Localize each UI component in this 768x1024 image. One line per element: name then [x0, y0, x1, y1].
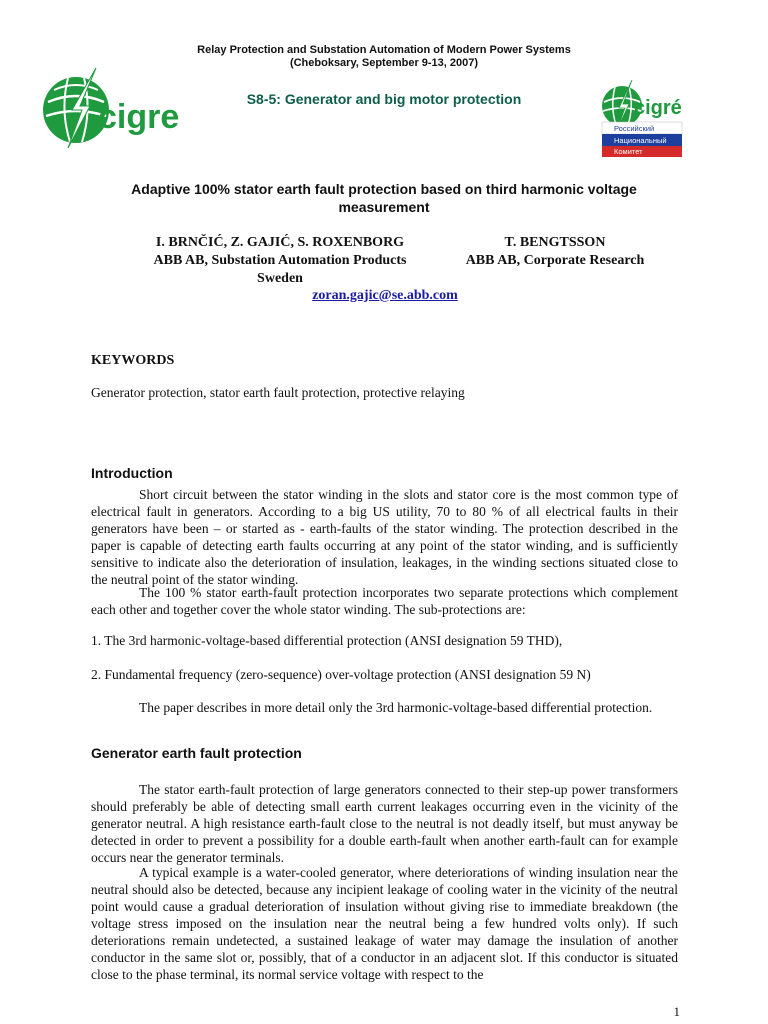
intro-paragraph-2: The 100 % stator earth-fault protection incorporates two separate protections which complement each other and together cover the whole stator winding. The sub-protections are: [91, 585, 678, 617]
page-number: 1 [673, 1004, 680, 1019]
cigre-russia-logo-text: cigré [634, 97, 682, 119]
cigre-logo-left-text: cigre [98, 98, 180, 136]
russian-line-2: Национальный [614, 136, 667, 145]
affiliation-right: ABB AB, Corporate Research [465, 253, 645, 268]
conference-title-line1: Relay Protection and Substation Automation of Modern Power Systems [197, 44, 571, 56]
authors-left-block [130, 234, 430, 288]
affiliation-left: ABB AB, Substation Automation Products [153, 253, 407, 268]
russian-line-1: Российский [614, 124, 655, 133]
authors-right-block [450, 234, 660, 270]
cigre-globe-icon [38, 62, 180, 152]
intro-paragraph-3: The paper describes in more detail only the 3rd harmonic-voltage-based differential protection. [139, 700, 653, 715]
paper-title: Adaptive 100% stator earth fault protection based on third harmonic voltage measurement [131, 181, 637, 215]
authors-left: I. BRNČIĆ, Z. GAJIĆ, S. ROXENBORG [155, 235, 405, 250]
generator-paragraph-2: A typical example is a water-cooled generator, where deteriorations of winding insulation near the neutral should also be detected, because any incipient leakage of cooling water in the vicinity of the neutral point would cause a gradual deterioration of insulation without giving rise to immediate breakdown (the voltage stress imposed on the insulation near the neutral being a few hundred volts only). If such deteriorations remain undetected, a sustained leakage of water may damage the insulation of another conductor in the same slot or, possibly, that of a conductor in an adjacent slot. If this conductor is situated close to the phase terminal, its normal service voltage with respect to the [91, 865, 678, 982]
keywords-heading: KEYWORDS [91, 353, 175, 368]
authors-right: T. BENGTSSON [504, 235, 606, 250]
cigre-russia-logo [600, 78, 685, 158]
russian-line-3: Комитет [614, 147, 643, 156]
session-title: S8-5: Generator and big motor protection [246, 91, 522, 107]
generator-section-heading: Generator earth fault protection [91, 745, 302, 761]
conference-title-line2: (Cheboksary, September 9-13, 2007) [289, 57, 479, 69]
keywords-text: Generator protection, stator earth fault protection, protective relaying [91, 385, 465, 400]
intro-paragraph-1: Short circuit between the stator winding in the slots and stator core is the most common type of electrical fault in generators. According to a big US utility, 70 to 80 % of all electrical faults in their generators have been – or started as - earth-faults of the stator winding. The protection described in the paper is capable of detecting earth faults occurring at any point of the stator winding, and is sufficiently sensitive to indicate also the deterioration of insulation, leakages, in the winding sections situated close to the neutral point of the stator winding. [91, 487, 678, 587]
email-link[interactable]: zoran.gajic@se.abb.com [312, 288, 458, 303]
generator-paragraph-1: The stator earth-fault protection of large generators connected to their step-up power transformers should preferably be able of detecting small earth current leakages occurring even in the vicinity of the generator neutral. A high resistance earth-fault close to the neutral is not deadly itself, but must anyway be detected in order to prevent a possibility for a double earth-fault when another earth-fault can for example occurs near the generator terminals. [91, 782, 678, 865]
introduction-heading: Introduction [91, 465, 173, 481]
cigre-logo-left [38, 62, 180, 152]
intro-list-item-1: 1. The 3rd harmonic-voltage-based differential protection (ANSI designation 59 THD), [91, 633, 563, 648]
cigre-russia-globe-icon [600, 78, 685, 158]
intro-list-item-2: 2. Fundamental frequency (zero-sequence) over-voltage protection (ANSI designation 59 N) [91, 667, 591, 682]
affiliation-country: Sweden [257, 271, 303, 286]
